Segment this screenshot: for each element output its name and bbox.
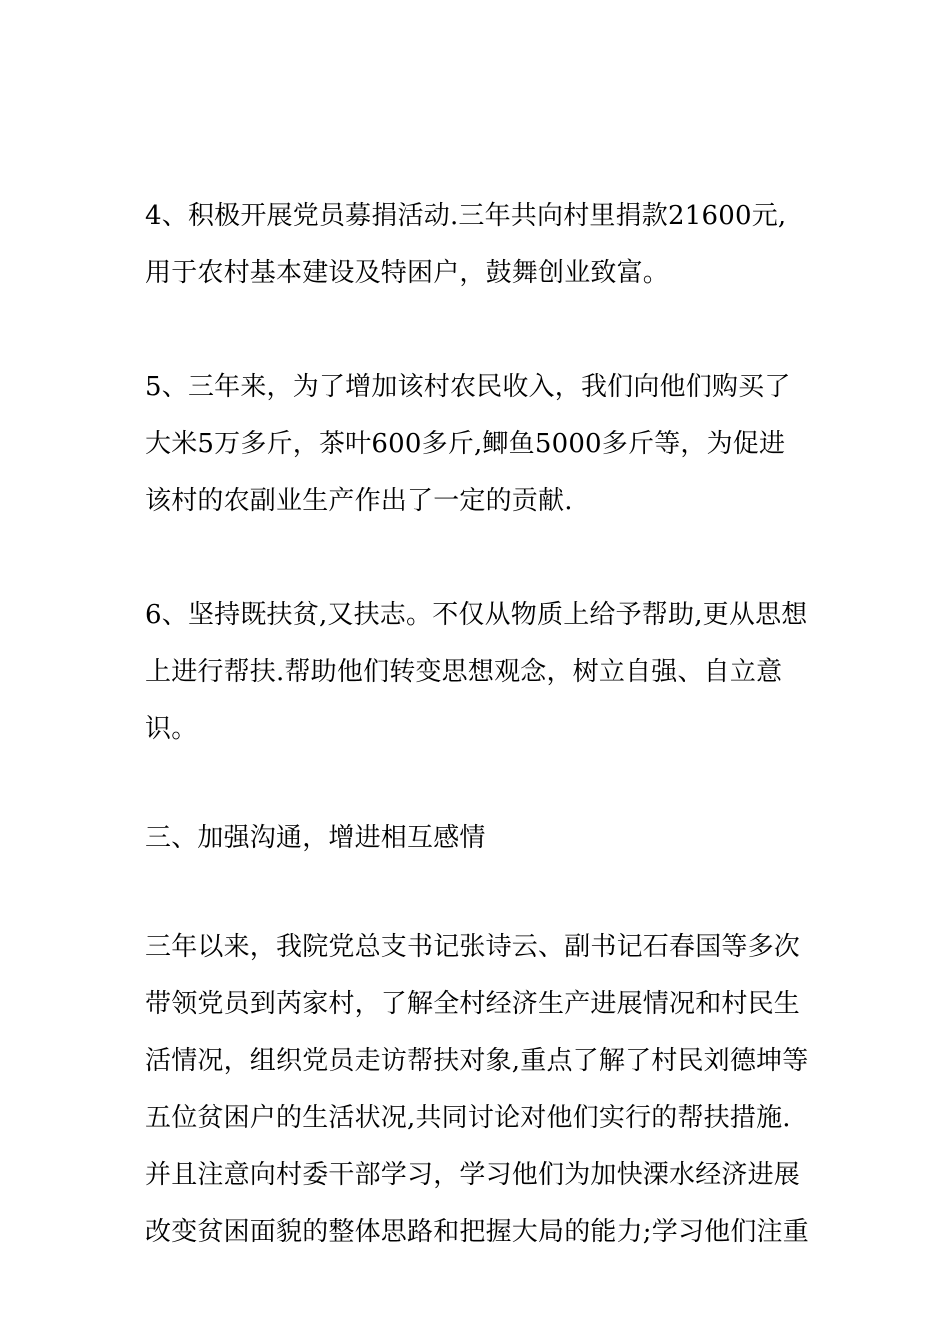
section-heading: 三、加强沟通，增进相互感情: [145, 823, 486, 853]
body-paragraph: 三年以来，我院党总支书记张诗云、副书记石春国等多次带领党员到芮家村，了解全村经济生产进展情况和村民生活情况，组织党员走访帮扶对象,重点了解了村民刘德坤等五位贫困户的生活状况,共同讨论对他们实行的帮扶措施.并且注意向村委干部学习，学习他们为加快溧水经济进展改变贫困面貌的整体思路和把握大局的能力;学习他们注重: [145, 932, 809, 1247]
paragraph-item-6: 6、坚持既扶贫,又扶志。不仅从物质上给予帮助,更从思想上进行帮扶.帮助他们转变思想观念，树立自强、自立意识。: [145, 600, 808, 744]
paragraph-item-4: 4、积极开展党员募捐活动.三年共向村里捐款21600元,用于农村基本建设及特困户，鼓舞创业致富。: [145, 201, 787, 288]
paragraph-item-5: 5、三年来，为了增加该村农民收入，我们向他们购买了大米5万多斤，茶叶600多斤,鲫鱼5000多斤等，为促进该村的农副业生产作出了一定的贡献.: [145, 372, 791, 516]
document-body: [145, 188, 810, 1261]
